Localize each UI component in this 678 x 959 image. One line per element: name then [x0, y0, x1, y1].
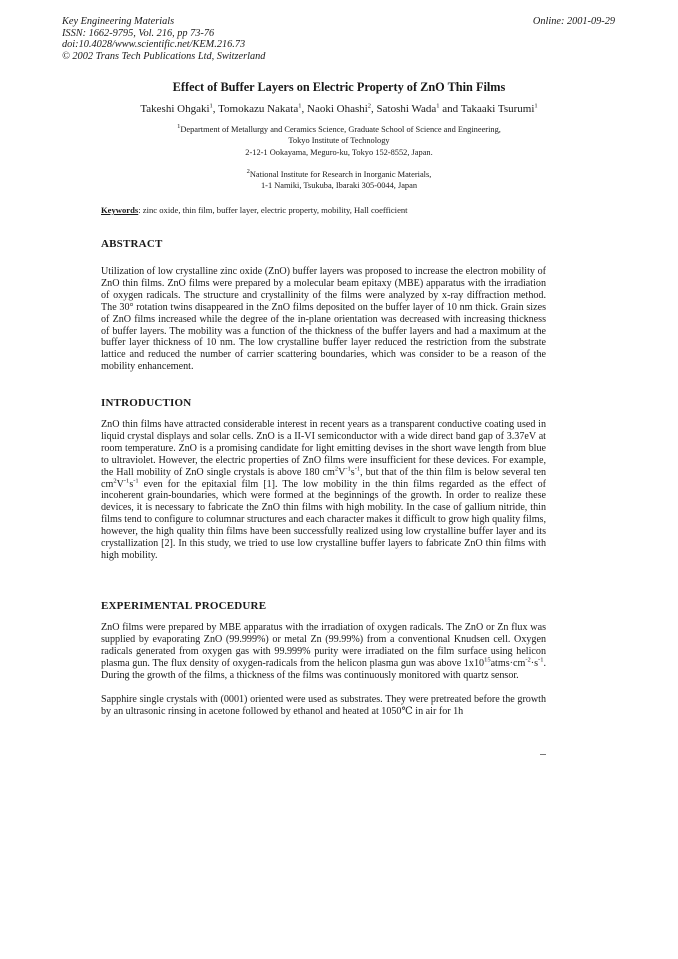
- superscript: 2: [334, 465, 339, 473]
- body-text: V: [338, 466, 346, 478]
- author-separator: and: [439, 103, 461, 115]
- body-text: . During the growth of the films, a thickness of the films was continuously monitored with quartz sensor.: [101, 657, 546, 681]
- affiliation-1: [0, 124, 678, 158]
- affiliation-address: 1-1 Namiki, Tsukuba, Ibaraki 305-0044, Japan: [260, 181, 418, 191]
- abstract-heading: ABSTRACT: [101, 238, 163, 250]
- superscript: -2: [525, 656, 531, 664]
- author-name: Takaaki Tsurumi: [460, 103, 535, 115]
- affiliation-address: 2-12-1 Ookayama, Meguro-ku, Tokyo 152-8552, Japan.: [245, 147, 433, 157]
- superscript: 15: [484, 656, 491, 664]
- body-text: V: [116, 478, 124, 490]
- author-name: Satoshi Wada: [376, 103, 437, 115]
- superscript: 2: [113, 477, 117, 485]
- affiliation-mark: 2: [367, 102, 372, 110]
- page-mark: [540, 754, 546, 755]
- superscript: -1: [354, 465, 361, 473]
- keywords-label: Keywords: [101, 205, 139, 215]
- body-text: , but that of the thin film is below several ten cm: [101, 466, 546, 490]
- body-text: atms·cm: [490, 657, 526, 669]
- superscript: -1: [123, 477, 130, 485]
- journal-header: [62, 16, 265, 62]
- body-text: ZnO thin films have attracted considerable interest in recent years as a transparent conductive coating used in liquid crystal displays and solar cells. ZnO is a II-VI semiconductor with a wide direct band gap of 3.37eV at room temperature. ZnO is a promising candidate for light emitting devises in the short wave length from blue to ultraviolet. However, the electric properties of ZnO films were insufficient for these devices. For example, the Hall mobility of ZnO single crystals is above 180 cm: [101, 419, 546, 478]
- keywords-text: zinc oxide, thin film, buffer layer, electric property, mobility, Hall coefficient: [142, 205, 408, 215]
- author-list: [0, 103, 678, 115]
- affiliation-mark: 1: [534, 102, 538, 110]
- body-text: ZnO films were prepared by MBE apparatus with the irradiation of oxygen radicals. The ZnO or Zn flux was supplied by evaporating ZnO (99.999%) or metal Zn (99.99%) from a conventional Knudsen cell. Oxygen radicals generated from oxygen gas with 99.999% purity were irradiated on the film surface using helicon plasma gun. The flux density of oxygen-radicals from the helicon plasma gun was above 1x10: [101, 622, 546, 669]
- affiliation-2: [0, 169, 678, 192]
- author-name: Takeshi Ohgaki: [140, 103, 210, 115]
- author-separator: ,: [212, 103, 219, 115]
- affiliation-line: National Institute for Research in Inorganic Materials,: [249, 170, 432, 179]
- affiliation-mark: 1: [177, 123, 181, 131]
- experimental-heading: EXPERIMENTAL PROCEDURE: [101, 600, 267, 612]
- author-name: Naoki Ohashi: [307, 103, 368, 115]
- experimental-paragraph: [101, 622, 546, 682]
- affiliation-mark: 1: [209, 102, 213, 110]
- doi-line: doi:10.4028/www.scientific.net/KEM.216.73: [62, 39, 246, 50]
- introduction-paragraph: [101, 419, 546, 562]
- affiliation-mark: 1: [436, 102, 440, 110]
- issn-line: ISSN: 1662-9795, Vol. 216, pp 73-76: [62, 27, 215, 39]
- introduction-heading: INTRODUCTION: [101, 397, 192, 409]
- author-separator: ,: [301, 103, 307, 115]
- body-text: s: [129, 478, 134, 490]
- body-text: s: [350, 466, 355, 478]
- superscript: -1: [133, 477, 139, 485]
- abstract-paragraph: Utilization of low crystalline zinc oxide (ZnO) buffer layers was proposed to increase the electron mobility of ZnO thin films. ZnO films were prepared by a molecular beam epitaxy (MBE) apparatus with the irradiation of oxygen radicals. The structure and crystallinity of the films were analyzed by x-ray diffraction method. The 30° rotation twins disappeared in the ZnO films deposited on the buffer layer of 10 nm thick. Grain sizes of ZnO films increased while the degree of the in-plane orientation was decreased with increasing thickness of buffer layers. The mobility was a function of the thickness of the buffer layers and had a maximum at the buffer layer thickness of 10 nm. The low crystalline buffer layer reduced the restriction from the substrate lattice and reduced the number of carrier scattering boundaries, which was consider to be a reason of the mobility enhancement.: [101, 266, 546, 373]
- journal-name: Key Engineering Materials: [62, 16, 175, 27]
- affiliation-mark: 1: [298, 102, 302, 110]
- online-date: Online: 2001-09-29: [532, 16, 615, 27]
- superscript: -1: [538, 656, 544, 664]
- substrate-paragraph: Sapphire single crystals with (0001) oriented were used as substrates. They were pretreated before the growth by an ultrasonic rinsing in acetone followed by ethanol and heated at 1050℃ in air for 1h: [101, 694, 546, 717]
- keywords-line: Keywords: zinc oxide, thin film, buffer layer, electric property, mobility, Hall coefficient: [101, 205, 408, 215]
- author-separator: ,: [371, 103, 377, 115]
- affiliation-mark: 2: [246, 168, 250, 176]
- author-name: Tomokazu Nakata: [218, 103, 299, 115]
- copyright-line: © 2002 Trans Tech Publications Ltd, Switzerland: [62, 50, 266, 62]
- affiliation-line: Tokyo Institute of Technology: [288, 136, 390, 146]
- paper-title: Effect of Buffer Layers on Electric Property of ZnO Thin Films: [172, 80, 506, 94]
- affiliation-line: Department of Metallurgy and Ceramics Science, Graduate School of Science and Engineering,: [180, 125, 501, 134]
- body-text: ·s: [530, 657, 539, 669]
- body-text: even for the epitaxial film [1]. The low mobility in the thin films regarded as the effect of incoherent grain-boundaries, which were formed at the beginnings of the growth. In order to realize these devices, it is necessary to fabricate the ZnO thin films with high mobility. In the case of gallium nitride, thin films tend to configure to columnar structures and each character makes it difficult to grow high quality films, however, the high quality thin films have been successfully realized using low crystalline buffer layer and its crystallization [2]. In this study, we tried to use low crystalline buffer layers to fabricate ZnO thin films with high mobility.: [101, 478, 546, 561]
- superscript: -1: [345, 465, 351, 473]
